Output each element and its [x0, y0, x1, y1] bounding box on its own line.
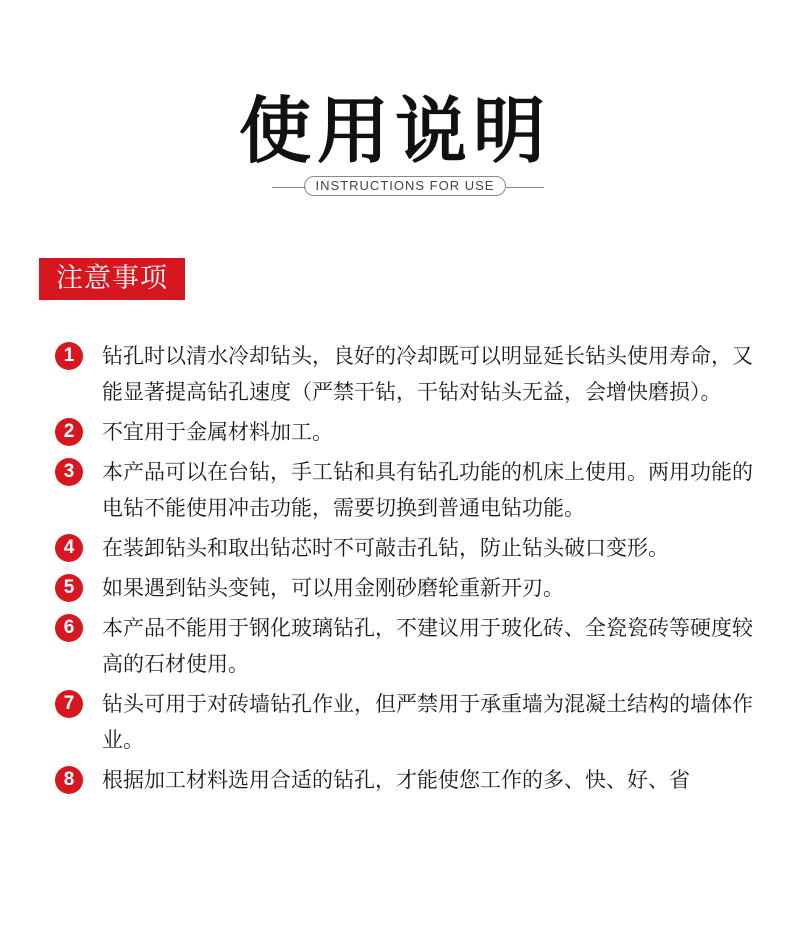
subtitle-divider-left: [272, 187, 306, 188]
number-badge-icon: 6: [55, 614, 83, 642]
note-item-5: [54, 570, 754, 606]
number-badge-icon: 1: [55, 342, 83, 370]
note-text: 如果遇到钻头变钝，可以用金刚砂磨轮重新开刃。: [102, 576, 564, 600]
notes-list: [54, 338, 754, 802]
note-item-7: [54, 686, 754, 758]
note-text: 在装卸钻头和取出钻芯时不可敲击孔钻，防止钻头破口变形。: [102, 536, 669, 560]
note-item-8: [54, 762, 754, 798]
number-badge-icon: 8: [55, 766, 83, 794]
number-badge-icon: 4: [55, 534, 83, 562]
note-item-3: [54, 454, 754, 526]
note-text: 钻头可用于对砖墙钻孔作业，但严禁用于承重墙为混凝土结构的墙体作业。: [102, 692, 753, 752]
note-text: 不宜用于金属材料加工。: [102, 420, 333, 444]
subtitle-divider-right: [506, 187, 544, 188]
number-badge-icon: 3: [55, 458, 83, 486]
subtitle-label: INSTRUCTIONS FOR USE: [304, 176, 506, 196]
note-item-4: [54, 530, 754, 566]
note-text: 钻孔时以清水冷却钻头，良好的冷却既可以明显延长钻头使用寿命，又能显著提高钻孔速度（严禁干钻，干钻对钻头无益，会增快磨损）。: [102, 344, 753, 404]
note-text: 根据加工材料选用合适的钻孔，才能使您工作的多、快、好、省: [102, 768, 690, 792]
note-item-6: [54, 610, 754, 682]
note-item-2: [54, 414, 754, 450]
section-heading-badge: 注意事项: [39, 258, 185, 300]
note-item-1: [54, 338, 754, 410]
note-text: 本产品可以在台钻，手工钻和具有钻孔功能的机床上使用。两用功能的电钻不能使用冲击功能，需要切换到普通电钻功能。: [102, 460, 753, 520]
subtitle-row: [0, 176, 790, 198]
note-text: 本产品不能用于钢化玻璃钻孔，不建议用于玻化砖、全瓷瓷砖等硬度较高的石材使用。: [102, 616, 753, 676]
number-badge-icon: 5: [55, 574, 83, 602]
page-title: 使用说明: [238, 89, 551, 173]
number-badge-icon: 7: [55, 690, 83, 718]
number-badge-icon: 2: [55, 418, 83, 446]
